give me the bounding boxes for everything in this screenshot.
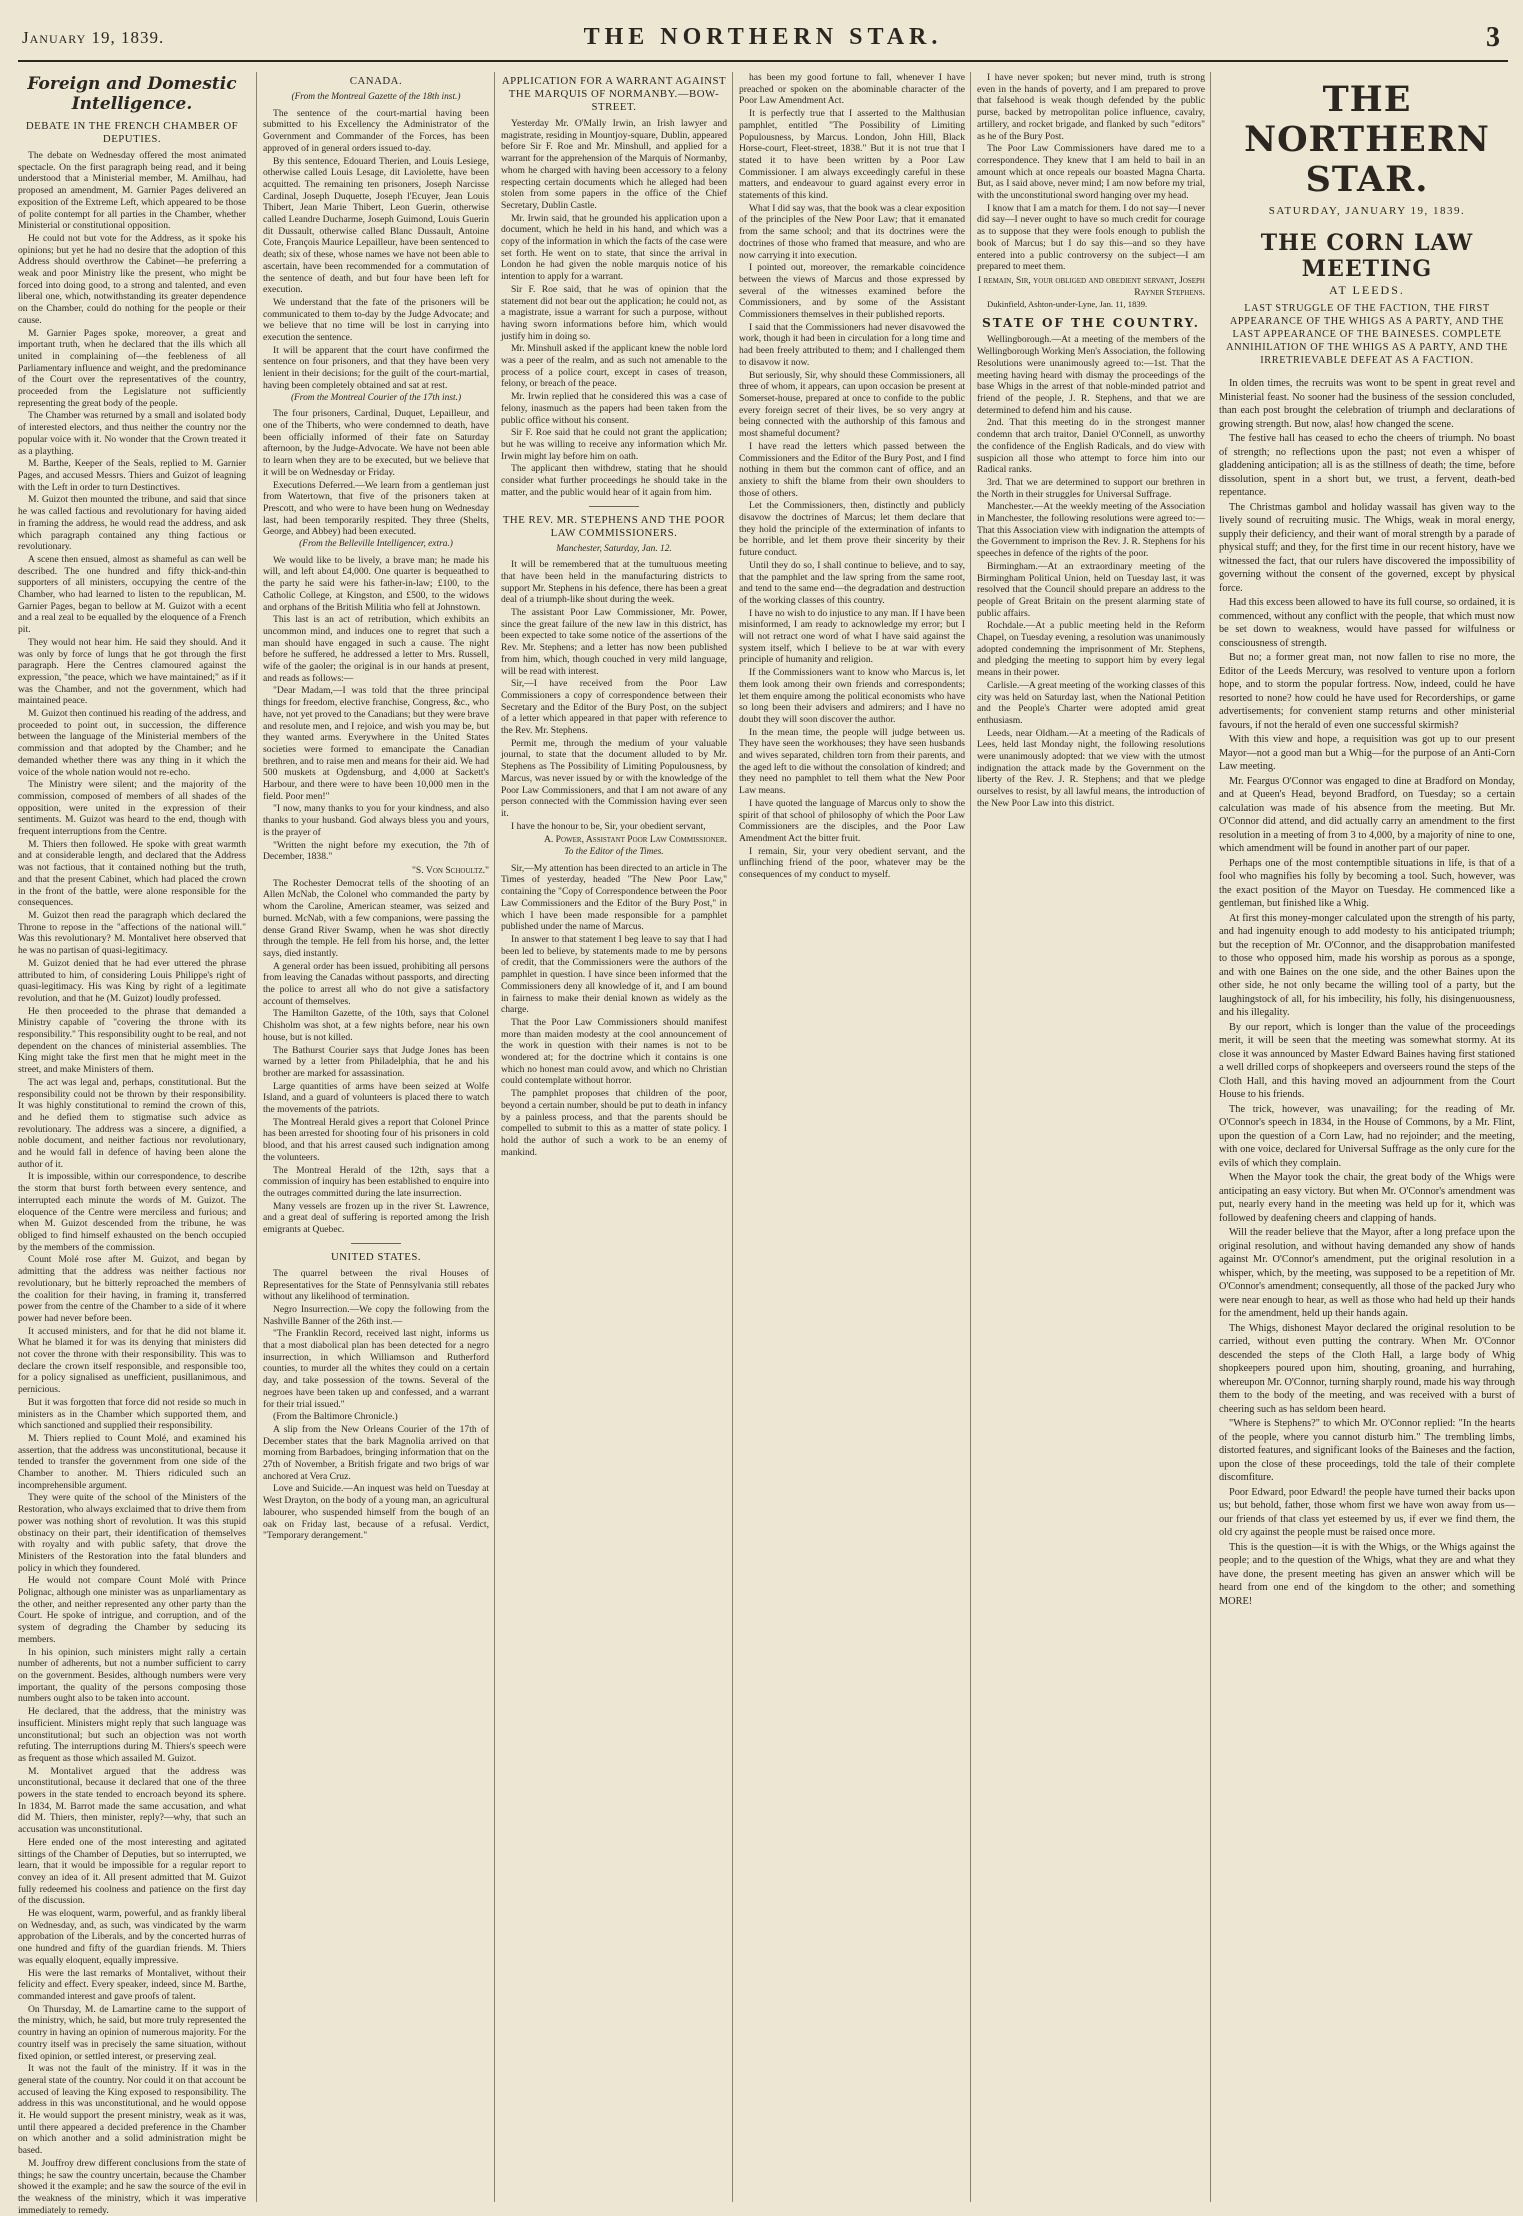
paragraph: They would not hear him. He said they should. And it was only by force of lungs that he got through the first paragraph. Here the Centres clamoured against the expression, "the peace, which we have maintained;" as if it was the Chamber, and not the government, which had maintained peace. bbox=[18, 636, 246, 707]
signature-von-schoultz: "S. Von Schoultz." bbox=[412, 865, 489, 876]
paragraph: That the Poor Law Commissioners should manifest more than maiden modesty at the cool announcement of the work in question with their names is not to be wondered at; for the doctrine which it contains is one which no honest man could avow, and which no Christian could contemplate without horror. bbox=[501, 1016, 727, 1087]
editorial-date: SATURDAY, JANUARY 19, 1839. bbox=[1268, 205, 1466, 217]
paragraph: The applicant then withdrew, stating that he should consider what further proceedings he should take in the matter, and the public would hear of it again from him. bbox=[501, 463, 727, 498]
paragraph: When the Mayor took the chair, the great body of the Whigs were anticipating an easy victory. But when Mr. O'Connor's amendment was put, nearly every hand in the meeting was held up for it, which was followed by deafening cheers and clapping of hands. bbox=[1219, 1172, 1515, 1224]
heading-united-states: UNITED STATES. bbox=[330, 1250, 422, 1263]
paragraph: Poor Edward, poor Edward! the people have turned their backs upon us; but behold, father, those whom first we have won away from us—our friends of that class yet esteemed by us, if ever we find them, the old cry against the people must be raised once more. bbox=[1219, 1486, 1515, 1539]
paragraph: The Rochester Democrat tells of the shooting of an Allen McNab, the Colonel who commanded the party by whom the Caroline, American steamer, was seized and burned. McNab, with a few companions, were passing the dense Grand River Swamp, when he was shot directly through the temple. He fell from his horse, and, the letter says, died instantly. bbox=[263, 877, 489, 959]
paragraph: It is impossible, within our correspondence, to describe the storm that burst forth between every sentence, and interrupted each minute the words of M. Guizot. The eloquence of the Centre were merciless and furious; and when M. Guizot descended from the tribune, he was obliged to find himself exhausted on the bench occupied by the members of the commission. bbox=[18, 1171, 246, 1253]
signature-stephens: I remain, Sir, your obliged and obedient servant, Joseph Rayner Stephens. bbox=[978, 274, 1205, 298]
paragraph: He would not compare Count Molé with Prince Polignac, although one minister was as unparliamentary as the other, and neither represented any other party than the Court. He spoke of intrigue, and corruption, and of the system of degrading the Chamber by seducing its members. bbox=[18, 1575, 246, 1645]
paragraph: "I now, many thanks to you for your kindness, and also thanks to your husband. God always bless you and yours, is the prayer of bbox=[263, 803, 489, 838]
paragraph: In the mean time, the people will judge between us. They have seen the workhouses; they have seen husbands and wives separated, children torn from their parents, and the aged left to die without the consolation of kindred; and they need no pamphlet to tell them what the New Poor Law means. bbox=[739, 726, 965, 797]
article-body-stephens-letter bbox=[739, 72, 965, 881]
paragraph: But seriously, Sir, why should these Commissioners, all three of whom, it appears, can upon occasion be present at Somerset-house, prepared at once to confide to the public every foreign secret of their lives, be so very angry at being connected with the authorship of this famous and most shameful document? bbox=[739, 369, 965, 440]
paragraph: M. Thiers then followed. He spoke with great warmth and at considerable length, and declared that the Address was not factious, that it contained nothing but the truth, and that the present Cabinet, which had placed the crown in the front of the battle, were alone responsible for the consequences. bbox=[18, 838, 246, 909]
paragraph: M. Guizot then read the paragraph which declared the Throne to repose in the "affections of the national will." Was this revolutionary? M. Montalivet here observed that he was no partisan of quasi-legitimacy. bbox=[18, 910, 246, 957]
paragraph: I know that I am a match for them. I do not say—I never did say—I never ought to have so much credit for courage as to suppose that they were fools enough to publish the book of Marcus; but I do say this—and so they have entered into a public controversy on the subject—I am prepared to meet them. bbox=[977, 202, 1205, 273]
paragraph: In olden times, the recruits was wont to be spent in great revel and Ministerial feast. No sooner had the business of the session concluded, than each post brought the celebration of triumph and declarations of growing strength. But now, alas! how changed the scene. bbox=[1219, 378, 1515, 430]
source-montreal-gazette: (From the Montreal Gazette of the 18th inst.) bbox=[291, 92, 461, 102]
paragraph: "Written the night before my execution, the 7th of December, 1838." bbox=[263, 839, 489, 863]
paragraph: It will be apparent that the court have confirmed the sentence on four prisoners, and that they have been very lenient in their decisions; for the guilt of the court-martial, having been completely obtained and sat at rest. bbox=[263, 344, 489, 391]
heading-state-of-country: STATE OF THE COUNTRY. bbox=[982, 315, 1200, 330]
paragraph: (From the Baltimore Chronicle.) bbox=[273, 1411, 398, 1423]
paragraph: We understand that the fate of the prisoners will be communicated to them to-day by the Judge Advocate; and we believe that no time will be lost in carrying into execution the sentence. bbox=[263, 296, 489, 344]
paragraph: It is perfectly true that I asserted to the Malthusian pamphlet, entitled "The Possibility of Limiting Populousness, by Marcus. London, John Hill, Black Horse-court, Fleet-street, 1838." But it is not true that I stated it to have been written by a Poor Law Commissioner. I am always exceedingly careful in these matters, and endeavour to guard against every error in statements of this kind. bbox=[739, 108, 965, 202]
paragraph: Perhaps one of the most contemptible situations in life, is that of a fool who magnifies his folly by becoming a tool. Such, however, was the exact position of the Mayor on Tuesday. He commenced like a gentleman, but finished like a Whig. bbox=[1219, 857, 1515, 910]
heading-canada: CANADA. bbox=[349, 75, 403, 87]
paragraph: A scene then ensued, almost as shameful as can well be described. The one hundred and fifty thick-and-thin supporters of all ministers, occupying the centre of the Chamber, who had learned to listen to the republican, M. Garnier Pages, began to bellow at M. Guizot with a ecent and a real zeal to be equalled by the eloquence of a French pit. bbox=[18, 553, 246, 636]
paragraph: What I did say was, that the book was a clear exposition of the principles of the New Poor Law; that it emanated from the same school; and that its doctrines were the doctrines of those who framed that measure, and who are now carrying it into execution. bbox=[739, 202, 965, 261]
headline-at-leeds: AT LEEDS. bbox=[1329, 282, 1405, 297]
paragraph: The four prisoners, Cardinal, Duquet, Lepailleur, and one of the Thiberts, who were condemned to death, have been officially informed of their fate on Saturday afternoon, by the Judge-Advocate. We have not been able to learn when they are to be executed, but we believe that it will be on Wednesday or Friday. bbox=[263, 408, 489, 478]
masthead bbox=[18, 20, 1508, 62]
paragraph: Here ended one of the most interesting and agitated sittings of the Chamber of Deputies, but so interrupted, we learn, that it would be impossible for a regular report to convey an idea of it. All present admitted that M. Guizot fully redeemed his coolness and patience on the first day of the discussion. bbox=[18, 1836, 246, 1907]
paragraph: 2nd. That this meeting do in the strongest manner condemn that arch traitor, Daniel O'Connell, as unworthy the confidence of the English Radicals, and do view with suspicion all those who attempt to force him into our Radical ranks. bbox=[977, 417, 1205, 476]
paragraph: Will the reader believe that the Mayor, after a long preface upon the original resolution, and without having demanded any show of hands against Mr. O'Connor's amendment, put the original resolution in a whisper, which, by the meeting, was supposed to be a repetition of Mr. O'Connor's amendment; consequently, all those of the packed Jury who were near enough to hear, as well as those who had held up their hands for the amendment, held up their hands again. bbox=[1219, 1227, 1515, 1320]
paragraph: "Where is Stephens?" to which Mr. O'Connor replied: "In the hearts of the people, where you cannot disturb him." The trembling limbs, distorted features, and significant looks of the Baineses and the faction, upon the close of these proceedings, told the tale of their complete discomfiture. bbox=[1219, 1418, 1515, 1484]
dateline-manchester: Manchester, Saturday, Jan. 12. bbox=[556, 543, 672, 554]
paragraph: 3rd. That we are determined to support our brethren in the North in their struggles for Universal Suffrage. bbox=[977, 476, 1205, 500]
paragraph: The Montreal Herald of the 12th, says that a commission of inquiry has been established to enquire into the outrages committed during the late insurrection. bbox=[263, 1164, 489, 1199]
paragraph: With this view and hope, a requisition was got up to our present Mayor—not a good man but a Whig—for the purpose of an Anti-Corn Law meeting. bbox=[1219, 734, 1515, 773]
paragraph: The Montreal Herald gives a report that Colonel Prince has been arrested for shooting four of his prisoners in cold blood, and that his arrest caused such indignation among the volunteers. bbox=[263, 1116, 489, 1163]
paragraph: The sentence of the court-martial having been submitted to his Excellency the Administrator of the Government and Commander of the Forces, has been approved of in general orders issued to-day. bbox=[263, 107, 489, 154]
paragraph: By our report, which is longer than the value of the proceedings merit, it will be seen that the meeting was somewhat stormy. At its close it was announced by Master Edward Baines having first stationed a well drilled corps of shopkeepers and overseers round the steps of the Cloth Hall, and this having moved an adjournment from the Court House to his friends. bbox=[1219, 1021, 1515, 1101]
paragraph: Sir,—My attention has been directed to an article in The Times of yesterday, headed "The New Poor Law," containing the "Copy of Correspondence between the Poor Law Commissioners and the Editor of the Bury Post," in which I have been made responsible for a pamphlet published under the name of Marcus. bbox=[501, 862, 727, 933]
paragraph: By this sentence, Edouard Therien, and Louis Lesiege, otherwise called Louis Lesage, dit Laviolette, have been acquitted. The remaining ten prisoners, Joseph Narcisse Cardinal, Joseph Duquette, Joseph l'Ecuyer, Jean Louis Thibert, Jean Marie Thibert, Leon Guerin, otherwise called Leandre Ducharme, Joseph Guimond, Louis Guerin dit Dussault, otherwise called Blanc Dussault, Antoine Cote, François Maurice Lepailleur, have been sentenced to death; six of these, whose names we have not been able to ascertain, have been recommended for a commutation of the sentence of death, and but four have been left for execution. bbox=[263, 155, 489, 296]
heading-normanby-warrant: APPLICATION FOR A WARRANT AGAINST THE MARQUIS OF NORMANBY.—BOW-STREET. bbox=[501, 75, 727, 113]
article-body-canada-4 bbox=[263, 878, 489, 1236]
paragraph: He then proceeded to the phrase that demanded a Ministry capable of "covering the throne with its responsibility." This responsibility ought to be real, and not dependent on the chances of ministerial assemblies. The King might take the first men that he might meet in the street, and make Ministers of them. bbox=[18, 1005, 246, 1076]
editorial-paper-title: THE NORTHERN STAR. bbox=[1244, 79, 1490, 200]
column-6-editorial bbox=[1210, 72, 1515, 2202]
paragraph: Love and Suicide.—An inquest was held on Tuesday at West Drayton, on the body of a young man, an agricultural labourer, who suspended himself from the bough of an oak on Friday last, because of a refusal. Verdict, "Temporary derangement." bbox=[263, 1483, 489, 1542]
paragraph: The quarrel between the rival Houses of Representatives for the State of Pennsylvania still rebates without any likelihood of termination. bbox=[263, 1267, 489, 1303]
paragraph: Had this excess been allowed to have its full course, so ordained, it is commenced, without any conflict with the people, that which must now be set down to weakness, would have passed for wilfulness or consciousness of strength. bbox=[1219, 597, 1515, 649]
paragraph: Carlisle.—A great meeting of the working classes of this city was held on Saturday last, when the National Petition and the People's Charter were adopted amid great enthusiasm. bbox=[977, 679, 1205, 726]
paragraph: I pointed out, moreover, the remarkable coincidence between the views of Marcus and those expressed by several of the witnesses examined before the Commissioners, and by some of the Assistant Commissioners themselves in their published reports. bbox=[739, 262, 965, 321]
paragraph: The Poor Law Commissioners have dared me to a correspondence. They knew that I am held to bail in an amount which at once repeals our boasted Magna Charta. But, as I said above, never mind; I am now before my trial, with the unconstitutional sword hanging over my head. bbox=[977, 143, 1205, 202]
paragraph: Executions Deferred.—We learn from a gentleman just from Watertown, that five of the prisoners taken at Prescott, and who were to have been hung on Wednesday last, had been temporarily respited. They three (Shelts, George, and Abbey) had been executed. bbox=[263, 479, 489, 538]
paragraph: Mr. Feargus O'Connor was engaged to dine at Bradford on Monday, and at Queen's Head, beyond Bradford, on Tuesday; so a certain calculation was made of his absence from the meeting. But Mr. O'Connor did attend, and did actually carry an amendment to the first resolution in a meeting of from 3 to 4,000, by a majority of nine to one, which amendment will be found in another part of our paper. bbox=[1219, 775, 1515, 855]
paragraph: M. Montalivet argued that the address was unconstitutional, because it declared that one of the three powers in the state tended to encroach beyond its sphere. In 1834, M. Barrot made the same accusation, and what did M. Thiers, then minister, reply?—why, that such an accusation was unconstitutional. bbox=[18, 1765, 246, 1836]
paragraph: If the Commissioners want to know who Marcus is, let them look among their own friends and correspondents; let them enquire among the political economists who have so long been their advisers and admirers; and I have no doubt they will soon discover the author. bbox=[739, 667, 965, 725]
column-2 bbox=[256, 72, 495, 2202]
paragraph: This is the question—it is with the Whigs, or the Whigs against the people; and to the question of the Whigs, what they are and what they have done, the present meeting has given an answer which will be heard from one end of the kingdom to the other; and something MORE! bbox=[1219, 1541, 1515, 1607]
paragraph: The Ministry were silent; and the majority of the commission, composed of members of all shades of the opposition, were united in the expression of their sentiments. M. Guizot was heard to the end, though with frequent interruptions from the Centre. bbox=[18, 779, 246, 838]
paragraph: It will be remembered that at the tumultuous meeting that have been held in the manufacturing districts to support Mr. Stephens in his defence, there has been a great deal of a triumph-like shout during the week. bbox=[501, 559, 727, 606]
paragraph: Count Molé rose after M. Guizot, and began by admitting that the address was neither factious nor revolutionary, but he bitterly reproached the members of the coalition for their having, in framing it, transferred power from the centre of the Chamber to a side of it where power had never before been. bbox=[18, 1254, 246, 1324]
paragraph: I have never spoken; but never mind, truth is strong even in the hands of poverty, and I am prepared to prove that falsehood is weak though defended by the public purse, backed by metropolitan police influence, cavalry, artillery, and rocket brigade, and flanked by such "editors" as he of the Bury Post. bbox=[977, 72, 1205, 142]
column-4 bbox=[732, 72, 971, 2202]
paragraph: I remain, Sir, your very obedient servant, and the unflinching friend of the poor, whatever may be the consequences of my conduct to myself. bbox=[739, 845, 965, 881]
article-body-stephens-letter-end bbox=[977, 72, 1205, 273]
paragraph: Many vessels are frozen up in the river St. Lawrence, and a great deal of suffering is reported among the Irish emigrants at Quebec. bbox=[263, 1200, 489, 1236]
article-body-corn-law bbox=[1219, 377, 1515, 1608]
paragraph: M. Guizot then continued his reading of the address, and proceeded to point out, in succession, the difference between the language of the Ministerial members of the commission and that adopted by the Chamber; and he demanded whether there was any thing in it which the voice of the whole nation would not re-echo. bbox=[18, 708, 246, 778]
paragraph: Manchester.—At the weekly meeting of the Association in Manchester, the following resolutions were agreed to:—That this Association view with indignation the attempts of the Government to imprison the Rev. J. R. Stephens for his speeches in defence of the rights of the poor. bbox=[977, 501, 1205, 560]
column-5 bbox=[970, 72, 1211, 2202]
paragraph: I have no wish to do injustice to any man. If I have been misinformed, I am ready to acknowledge my error; but I will not retract one word of what I have said against the system itself, which I believe to be at war with every principle of humanity and religion. bbox=[739, 607, 965, 666]
section-title-foreign-domestic: Foreign and Domestic Intelligence. bbox=[27, 74, 237, 114]
paragraph: Mr. Irwin said, that he grounded his application upon a document, which he held in his hand, and which was a copy of the information in which the facts of the case were set forth. He went on to state, that since the arrival in London he had given the noble marquis notice of his intention to apply for a warrant. bbox=[501, 212, 727, 283]
paragraph: Leeds, near Oldham.—At a meeting of the Radicals of Lees, held last Monday night, the following resolutions were unanimously adopted: that we view with the utmost indignation the attack made by the Government on the liberty of the Rev. J. R. Stephens; and that we pledge ourselves to resist, by all lawful means, the introduction of the New Poor Law into this district. bbox=[977, 727, 1205, 809]
paragraph: M. Guizot then mounted the tribune, and said that since he was called factious and revolutionary for having aided in framing the address, he would read the address, and ask which paragraph contained any thing factious or revolutionary. bbox=[18, 494, 246, 553]
dateline-dukinfield: Dukinfield, Ashton-under-Lyne, Jan. 11, 1839. bbox=[987, 299, 1148, 310]
paragraph: Permit me, through the medium of your valuable journal, to state that the document alluded to by Mr. Stephens as The Possibility of Limiting Populousness, by Marcus, was never issued by or with the knowledge of the Poor Law Commissioners, and that I am not aware of any person connected with the Commission having ever seen it. bbox=[501, 737, 727, 819]
column-1 bbox=[18, 72, 252, 2216]
paragraph: I have the honour to be, Sir, your obedient servant, bbox=[511, 820, 706, 832]
paragraph: M. Guizot denied that he had ever uttered the phrase attributed to him, of considering Louis Philippe's right of quasi-legitimacy. His was King by right of a legitimate revolution, and that he (M. Guizot) loudly professed. bbox=[18, 957, 246, 1004]
paragraph: In his opinion, such ministers might rally a certain number of adherents, but not a number sufficient to carry on the government. Besides, although numbers were very important, the quality of the persons composing those numbers ought also to be taken into account. bbox=[18, 1646, 246, 1705]
article-body-stephens-2 bbox=[501, 863, 727, 1159]
paragraph: They were quite of the school of the Ministers of the Restoration, who always exclaimed that to drive them from power was nothing short of revolution. It was this stupid obstinacy on their part, their identification of themselves with royalty and with public safety, that drove the Ministers of the Restoration into the fatal blunders and policy in which they foundered. bbox=[18, 1492, 246, 1574]
paragraph: M. Barthe, Keeper of the Seals, replied to M. Garnier Pages, and accused Messrs. Thiers and Guizot of leagning with the Left in order to turn Destinctives. bbox=[18, 458, 246, 493]
paragraph: It was not the fault of the ministry. If it was in the general state of the country. Nor could it on that account be accused of leaving the King exposed to responsibility. The address in this was unconstitutional, and he would oppose it. He would support the present ministry, weak as it was, until there appeared a decided preference in the Chamber on which another and a solid administration might be based. bbox=[18, 2063, 246, 2157]
paragraph: But no; a former great man, not now fallen to rise no more, the Editor of the Leeds Mercury, was resolved to venture upon a forlorn hope, and to storm the popular fortress. Now, indeed, could he have resorted to none? how could he have used for Recorderships, or game advertisements; for convenient stamp returns and other ministerial favours, if not the herald of even one successful skirmish? bbox=[1219, 652, 1515, 731]
paragraph: The Chamber was returned by a small and isolated body of interested electors, and thus neither the country nor the popular voice with it. No wonder that the Crown treated it as a plaything. bbox=[18, 410, 246, 457]
paragraph: M. Garnier Pages spoke, moreover, a great and important truth, when he declared that the ills which all united in complaining of—the feebleness of all Parliamentary influence and weight, and the predominance of the Court over the representatives of the country, proceeded from the Legislature not sufficiently representing the great body of the people. bbox=[18, 327, 246, 409]
paragraph: On Thursday, M. de Lamartine came to the support of the ministry, which, he said, but more truly represented the country in having an opinion of numerous majority. For the country itself was in precisely the same situation, without fixed opinion, or settled interest, or preserving zeal. bbox=[18, 2003, 246, 2062]
signature-power: A. Power, Assistant Poor Law Commissioner. bbox=[543, 834, 727, 846]
paragraph: He declared, that the address, that the ministry was insufficient. Ministers might reply that such language was unconstitutional; but such an objection was not worth refuting. The interruptions during M. Thiers's speech were as frequent as those which assailed M. Guizot. bbox=[18, 1706, 246, 1764]
paragraph: A slip from the New Orleans Courier of the 17th of December states that the bark Magnolia arrived on that morning from Barbadoes, bringing information that on the 27th of November, a British frigate and two brigs of war anchored at Vera Cruz. bbox=[263, 1423, 489, 1482]
headline-corn-law-meeting: THE CORN LAW MEETING bbox=[1260, 229, 1474, 282]
paragraph: It accused ministers, and for that he did not blame it. What he blamed it for was its denying that ministers did not cover the throne with their responsibility. This was to declare the crown itself responsible, and responsible too, for a policy signalised as unefficient, pusillanimous, and pernicious. bbox=[18, 1325, 246, 1396]
paragraph: Yesterday Mr. O'Mally Irwin, an Irish lawyer and magistrate, residing in Mountjoy-square, Dublin, appeared before Sir F. Roe and Mr. Minshull, and applied for a warrant for the apprehension of the Marquis of Normanby, whom he charged with having been accessory to a felony respecting certain documents which he alleged had been stolen from some papers in the office of the Chief Secretary, Dublin Castle. bbox=[501, 118, 727, 211]
paragraph: The trick, however, was unavailing; for the reading of Mr. O'Connor's speech in 1834, in the House of Commons, by a Mr. Flint, upon the question of a Corn Law, had no rejoinder; and the meeting, with one voice, declared for Universal Suffrage as the only cure for the evils of which they complain. bbox=[1219, 1103, 1515, 1169]
article-body-united-states bbox=[263, 1268, 489, 1542]
paragraph: The Bathurst Courier says that Judge Jones has been warned by a letter from Philadelphia, that he and his brother are marked for assassination. bbox=[263, 1044, 489, 1079]
paragraph: The act was legal and, perhaps, constitutional. But the responsibility could not be thrown by their responsibility. It was highly constitutional to remind the crown of this, and he defied them to stigmatise such advice as revolutionary. The address was a sincere, a dignified, a noble document, and neither factious nor revolutionary, and he would fall in defence of having been alone the author of it. bbox=[18, 1076, 246, 1170]
column-3 bbox=[494, 72, 733, 2202]
paragraph: M. Thiers replied to Count Molé, and examined his assertion, that the address was unconstitutional, because it tended to transfer the government from one side of the Chamber to another. M. Thiers ridiculed such an incomprehensible argument. bbox=[18, 1432, 246, 1491]
paragraph: He could not but vote for the Address, as it spoke his opinions; but yet he had no desire that the adoption of this Address should overthrow the Cabinet—he preferring a weak and poor Ministry like the present, who might be forced into doing good, to a strong and talented, and even liberal one, which, notwithstanding its greater dependence on the Chamber, could do nothing for the people or their cause. bbox=[18, 232, 246, 326]
page-number: 3 bbox=[1486, 22, 1500, 53]
heading-french-chamber: DEBATE IN THE FRENCH CHAMBER OF DEPUTIES. bbox=[25, 120, 239, 145]
heading-to-editor-times: To the Editor of the Times. bbox=[564, 847, 664, 858]
paragraph: Sir F. Roe said that he could not grant the application; but he was willing to receive any information which Mr. Irwin might lay before him on oath. bbox=[501, 427, 727, 462]
source-belleville-intelligencer: (From the Belleville Intelligencer, extra.) bbox=[299, 539, 453, 550]
source-montreal-courier: (From the Montreal Courier of the 17th inst.) bbox=[290, 392, 462, 403]
paragraph: This last is an act of retribution, which exhibits an uncommon mind, and induces one to regret that such a man should have engaged in such a cause. The night before he suffered, he addressed a letter to Mrs. Russell, wife of the gaoler; the original is in our hands at present, and reads as follows:— bbox=[263, 614, 489, 684]
article-body-canada-1 bbox=[263, 108, 489, 392]
paragraph: I have quoted the language of Marcus only to show the spirit of that school of philosophy of which the Poor Law Commissioners are the disciples, and the Poor Law Amendment Act the bitter fruit. bbox=[739, 797, 965, 844]
masthead-title: THE NORTHERN STAR. bbox=[583, 24, 943, 50]
paragraph: The assistant Poor Law Commissioner, Mr. Power, since the great failure of the new law in this district, has been expected to take some notice of the assertions of the Rev. Mr. Stephens; and a letter has now been published from him, which, though couched in very mild language, will be read with interest. bbox=[501, 607, 727, 677]
paragraph: I have read the letters which passed between the Commissioners and the Editor of the Bury Post, and I find nothing in them but the common cant of office, and an anxiety to shift the blame from their own shoulders to those of others. bbox=[739, 440, 965, 499]
article-body-french-chamber bbox=[18, 150, 246, 2216]
paragraph: The Whigs, dishonest Mayor declared the original resolution to be carried, without even putting the contrary. When Mr. O'Connor descended the steps of the Cloth Hall, a large body of Whig shopkeepers poured upon him, shouting, groaning, and hurrahing, whereupon Mr. O'Connor, turning sharply round, made his way through them to the body of the meeting, and was received with a burst of cheering such as has seldom been heard. bbox=[1219, 1322, 1516, 1415]
paragraph: The Christmas gambol and holiday wassail has given way to the lively sound of recruiting music. The Whigs, weak in moral energy, supply their deficiency, and their want of moral strength by a parade of physical stuff; and they, for the first time in our recent history, have we witnessed the fact, that our rulers have discovered the impossibility of governing without the consent of the governed, except by physical force. bbox=[1219, 501, 1515, 594]
paragraph: Birmingham.—At an extraordinary meeting of the Birmingham Political Union, held on Tuesday last, it was resolved that the Council should prepare an address to the people of Great Britain on the present alarming state of public affairs. bbox=[977, 560, 1205, 619]
paragraph: But it was forgotten that force did not reside so much in ministers as in the Chamber which supported them, and which sanctioned and supplied their responsibility. bbox=[18, 1396, 246, 1432]
paragraph: M. Jouffroy drew different conclusions from the state of things; he saw the country uncertain, because the Chamber showed it the example; and he saw the source of the evil in the weakness of the ministry, which it was imperative immediately to remedy. bbox=[18, 2157, 246, 2216]
article-body-state-of-country bbox=[977, 334, 1205, 809]
article-body-stephens-1 bbox=[501, 559, 727, 832]
paragraph: He was eloquent, warm, powerful, and as frankly liberal on Wednesday, and, as such, was vindicated by the warm approbation of the Liberals, and by the concerted hurras of one hundred and fifty of the guardian friends. M. Thiers was equally eloquent, equally impressive. bbox=[18, 1908, 246, 1966]
masthead-date: January 19, 1839. bbox=[22, 28, 165, 47]
article-body-canada-3 bbox=[263, 555, 489, 863]
paragraph: Sir F. Roe said, that he was of opinion that the statement did not bear out the application; he could not, as a magistrate, issue a warrant for such a purpose, without having sworn informations before him, which would justify him in doing so. bbox=[501, 283, 727, 342]
article-body-canada-2 bbox=[263, 408, 489, 538]
paragraph: I said that the Commissioners had never disavowed the work, though it had been in circulation for a long time and had been freely attributed to them; and I challenged them to disavow it now. bbox=[739, 321, 965, 368]
paragraph: The debate on Wednesday offered the most animated spectacle. On the first paragraph being read, and it being understood that a Ministerial member, M. Amilhau, had proposed an amendment, M. Garnier Pages delivered an exposition of the Extreme Left, which appeared to be those of polite contempt for all parties in the Chamber, whether Ministerial or constitutional opposition. bbox=[18, 150, 246, 232]
paragraph: The Hamilton Gazette, of the 10th, says that Colonel Chisholm was shot, at a few nights before, near his own house, but is not killed. bbox=[263, 1008, 489, 1043]
paragraph: "The Franklin Record, received last night, informs us that a most diabolical plan has been detected for a negro insurrection, in which Williamson and Rutherford counties, to murder all the whites they could on a certain day, and take possession of the towns. Several of the negroes have been taken up and confessed, and a warrant for their trial issued." bbox=[263, 1328, 489, 1410]
paragraph: Mr. Minshull asked if the applicant knew the noble lord was a peer of the realm, and as such not amenable to the process of a police court, except in cases of treason, felony, or breach of the peace. bbox=[501, 343, 727, 390]
paragraph: The pamphlet proposes that children of the poor, beyond a certain number, should be put to death in infancy by a painless process, and that the parents should be compelled to submit to this as a matter of state policy. I hold the author of such a work to be an enemy of mankind. bbox=[501, 1088, 727, 1158]
paragraph: Negro Insurrection.—We copy the following from the Nashville Banner of the 26th inst.— bbox=[263, 1303, 489, 1327]
paragraph: We would like to be lively, a brave man; he made his will, and left about £4,000. One quarter is bequeathed to the party he said were his father-in-law; £100, to the Catholic College, at Kingston, and £500, to the widows and orphans of the British Militia who fell at Johnstown. bbox=[263, 554, 489, 613]
divider bbox=[351, 1243, 401, 1244]
paragraph: At first this money-monger calculated upon the strength of his party, and had ingenuity enough to add modesty to his anticipated triumph; but the reception of Mr. O'Connor, and the disapprobation manifested to those who opposed him, made his worship as porous as a sponge, and with one Baines on the one side, and the other Baines upon the other side, he not only became the willing tool of a party, but the laughingstock of all, for his imbecility, his folly, his disingenuousness, and his illegality. bbox=[1219, 912, 1515, 1019]
article-body-normanby bbox=[501, 118, 727, 499]
paragraph: In answer to that statement I beg leave to say that I had been led to believe, by statements made to me by persons of credit, that the Commissioners were the authors of the pamphlet in question. I have since been informed that the Commissioners deny all knowledge of it, and I am bound in fairness to make their denial known as widely as the charge. bbox=[501, 934, 727, 1016]
paragraph: A general order has been issued, prohibiting all persons from leaving the Canadas without passports, and directing the police to arrest all who do not give a satisfactory account of themselves. bbox=[263, 960, 489, 1007]
paragraph: His were the last remarks of Montalivet, without their felicity and effect. Every speaker, indeed, since M. Barthe, commanded interest and gave proofs of talent. bbox=[18, 1967, 246, 2002]
paragraph: The festive hall has ceased to echo the cheers of triumph. No boast of strength; no reflections upon the past; not even a whisper of gladdening anticipation; all is as the stillness of death; the time, before dissolution, spent in a short but, we trust, a fervent, death-bed repentance. bbox=[1219, 433, 1515, 499]
divider bbox=[589, 506, 639, 507]
paragraph: Rochdale.—At a public meeting held in the Reform Chapel, on Tuesday evening, a resolution was unanimously adopted condemning the imprisonment of Mr. Stephens, and pledging the meeting to support him by every legal means in their power. bbox=[977, 620, 1205, 679]
paragraph: Mr. Irwin replied that he considered this was a case of felony, inasmuch as the papers had been taken from the public office without his consent. bbox=[501, 391, 727, 426]
paragraph: Wellingborough.—At a meeting of the members of the Wellingborough Working Men's Association, the following Resolutions were unanimously agreed to:—1st. That the meeting having heard with dismay the proceedings of the base Whigs in the arrest of that noble-minded patriot and friend of the people, J. R. Stephens, and that we are determined to defend him and his cause. bbox=[977, 334, 1205, 416]
paragraph: Until they do so, I shall continue to believe, and to say, that the pamphlet and the law spring from the same root, and tend to the same end—the degradation and destruction of the working classes of this country. bbox=[739, 559, 965, 606]
paragraph: Sir,—I have received from the Poor Law Commissioners a copy of correspondence between their Secretary and the Editor of the Bury Post, on the subject of a letter which appeared in that paper with reference to the Rev. Mr. Stephens. bbox=[501, 678, 727, 737]
paragraph: "Dear Madam,—I was told that the three principal things for freedom, elective franchise, Congress, &c., who have, not yet proved to the Canadians; but they were brave and resolute men, and I rejoice, and wish you may be, but they wanted arms. Everywhere in the United States societies were formed to emancipate the Canadian brethren, and to raise men and means for their aid. We had 500 muskets at Ogdensburg, and 4,000 at Sackett's Harbour, and there were to have been 10,000 men in the field. Poor men!" bbox=[263, 685, 489, 802]
heading-stephens-poor-law: THE REV. MR. STEPHENS AND THE POOR LAW COMMISSIONERS. bbox=[502, 513, 726, 539]
subheadline-faction: LAST STRUGGLE OF THE FACTION, THE FIRST APPEARANCE OF THE WHIGS AS A PARTY, AND THE LAST APPEARANCE OF THE BAINESES. COMPLETE ANNIHILATION OF THE WHIGS AS A PARTY, AND THE IRRETRIEVABLE DEFEAT AS A FACTION. bbox=[1226, 303, 1508, 367]
paragraph: has been my good fortune to fall, whenever I have preached or spoken on the abominable character of the Poor Law Amendment Act. bbox=[739, 72, 965, 107]
paragraph: Let the Commissioners, then, distinctly and publicly disavow the doctrines of Marcus; let them declare that they hold the principle of the extermination of infants to be horrible, and let them prove their sincerity by their future conduct. bbox=[739, 500, 965, 559]
paragraph: Large quantities of arms have been seized at Wolfe Island, and a guard of volunteers is placed there to watch the movements of the patriots. bbox=[263, 1080, 489, 1116]
